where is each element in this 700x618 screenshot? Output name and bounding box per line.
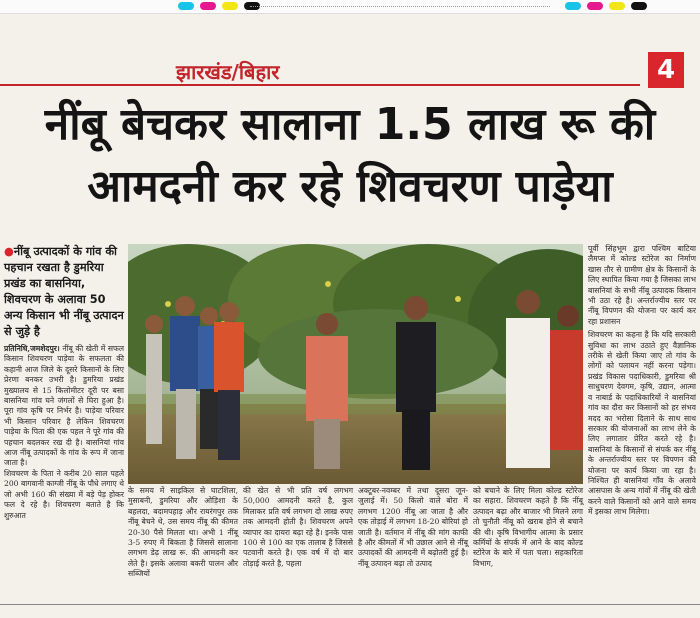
kicker-text: नींबू उत्पादकों के गांव की पहचान रखता है डुमरिया प्रखंड का बासनिया, शिवचरण के अलावा 50 अन्य किसान भी नींबू उत्पादन से जुड़े है (4, 245, 124, 338)
dateline: प्रतिनिधि,जमशेदपुर। (4, 344, 60, 353)
page-number-badge: 4 (648, 52, 684, 88)
bottom-columns (128, 486, 583, 580)
bottom-column-1: के समय में साइकिल से घाटशिला, मुसाबनी, डुमरिया और ओड़िशा के बहलदा, बदामपहाड़ और रायरंगपुर तक नींबू बेचने थे, उस समय नींबू की कीमत 20-30 पैसे मिलता था। अभी 1 नींबू 3-5 रुपए में बिकता है जिससे सालाना लगभग डेढ़ लाख रू. की आमदनी कर लेते है। इसके अलावा बकरी पालन और सब्जियों (128, 486, 238, 579)
registration-dots-left (178, 2, 260, 10)
right-column (588, 244, 696, 521)
left-column (4, 244, 124, 521)
person-6 (396, 296, 436, 470)
left-body (4, 344, 124, 521)
section-header (0, 50, 700, 86)
registration-strip (0, 0, 700, 14)
person-4 (214, 302, 244, 460)
headline-line-2: आमदनी कर रहे शिवचरण पाड़ेया (87, 161, 613, 212)
left-body-paragraph-2: शिवचरण के पिता ने करीब 20 साल पहले 200 बागवानी काग्जी नींबू के पौधे लगाए थे जो अभी 160 की संख्या में बड़े पेड़ होकर फल दे रहे है। शिवचरण बताते है कि शुरुआत (4, 468, 124, 520)
section-rule (0, 84, 640, 86)
bottom-rule (0, 604, 700, 605)
section-title: झारखंड/बिहार (176, 60, 280, 84)
left-body-paragraph-1: नींबू की खेती में सफल किसान शिवचरण पाड़ेया के सफलता की कहानी आज जिले के दूसरे किसानों के लिए प्रेरणा बनकर उभरी है। डुमरिया प्रखंड मुख्यालय से 15 किलोमीटर दूरी पर बसा बासनिया गांव घने जंगलों से घिरा हुआ है। पूरा गांव कृषि पर निर्भर है। पाड़ेया परिवार भी किसान परिवार है लेकिन शिवचरण पाड़ेया के पिता की एक पहल ने पूरे गांव की पहचान बदलकर रख दी है। बासनियां गांव आज नींबू उत्पादकों के गांव के रूप में जाना जाता है। (4, 344, 125, 468)
right-paragraph-1: पूर्वी सिंहभूम द्वारा पश्चिम बाटिया लैमप्स में कोल्ड स्टोरेज का निर्माण खास तौर से ग्रामीण क्षेत्र के किसानों के लिए स्थापित किया गया है जिसका लाभ बासनियां के सभी नींबू उत्पादक किसान भी उठा रहे है। अन्तर्राज्यीय स्तर पर नींबू विपणन की योजना पर कार्य कर रहा प्रशासन (588, 244, 696, 326)
bottom-column-4: को बचाने के लिए मिला कोल्ड स्टोरेज का सहारा. शिवचरण कहते है कि नींबू उत्पादन बढ़ा और बाजार भी मिलने लगा तो चुनौती नींबू को खराब होने से बचाने की थी। कृषि विभागीय आत्मा के प्रसार कर्मियों के संपर्क में आने के बाद कोल्ड स्टोरेज के बारे में पता चला। सहकारिता विभाग, (473, 486, 583, 568)
orchard-photo-illustration (128, 244, 583, 484)
headline (0, 94, 700, 218)
bottom-column-2: की खेत से भी प्रति वर्ष लगभग 50,000 आमदनी करते है, कुल मिलाकर प्रति वर्ष लगभग दो लाख रुपए तक आमदनी होती है। शिवचरण अपने व्यापार का दायरा बढ़ा रहे है। इनके पास 100 से 100 का एक तालाब है जिससे पटवानी करते है। एक वर्ष में दो बार तोड़ाई करते है, पहला (243, 486, 353, 568)
registration-line (250, 6, 550, 7)
news-photo (128, 244, 583, 484)
bottom-column-3: अक्टूबर-नवम्बर में तथा दूसरा जून-जुलाई में। 50 किलो वाले बोरा में लगभग 1200 नींबू आ जाता है और एक तोड़ाई में लगभग 18-20 बोरियां हो जाती है। वर्तमान में नींबू की मांग काफी है और कीमतों में भी उछाल आने से नींबू उत्पादकों की आमदनी में बढ़ोतरी हुई है। नींबू उत्पादन बढ़ा तो उत्पाद (358, 486, 468, 568)
headline-line-1: नींबू बेचकर सालाना 1.5 लाख रू की (44, 99, 656, 150)
person-1 (145, 315, 163, 444)
registration-dots-right (565, 2, 647, 10)
right-paragraph-2: शिवचरण का कहना है कि यदि सरकारी सुविधा का लाभ उठाते हुए वैज्ञानिक तरीके से खेती किया जाए तो गांव के लोगों को पलायन नहीं करना पड़ेगा। प्रखंड विकास पदाधिकारी, डुमरिया श्री साधुचरण देवगम, कृषि, उद्यान, आत्मा व नाबार्ड के पदाधिकारियों ने बासनियां गांव का दौरा कर किसानों को हर संभव मदद का भरोसा दिलाने के साथ साथ सरकार की योजनाओं का लाभ लेने के लिए लगातार प्रेरित करते रहे है। बासनियां के किसानों से संपर्क कर नींबू के अन्तर्राज्यीय स्तर पर विपणन की योजना पर कार्य किया जा रहा है। निश्चित ही बासनियां गाँव के अलावे आसपास के अन्य गांवों में नींबू की खेती करने वाले किसानों को आने वाले समय में इसका लाभ मिलेगा। (588, 330, 696, 517)
kicker: ●नींबू उत्पादकों के गांव की पहचान रखता है डुमरिया प्रखंड का बासनिया, शिवचरण के अलावा 50 अन्य किसान भी नींबू उत्पादन से जुड़े है (4, 245, 124, 338)
